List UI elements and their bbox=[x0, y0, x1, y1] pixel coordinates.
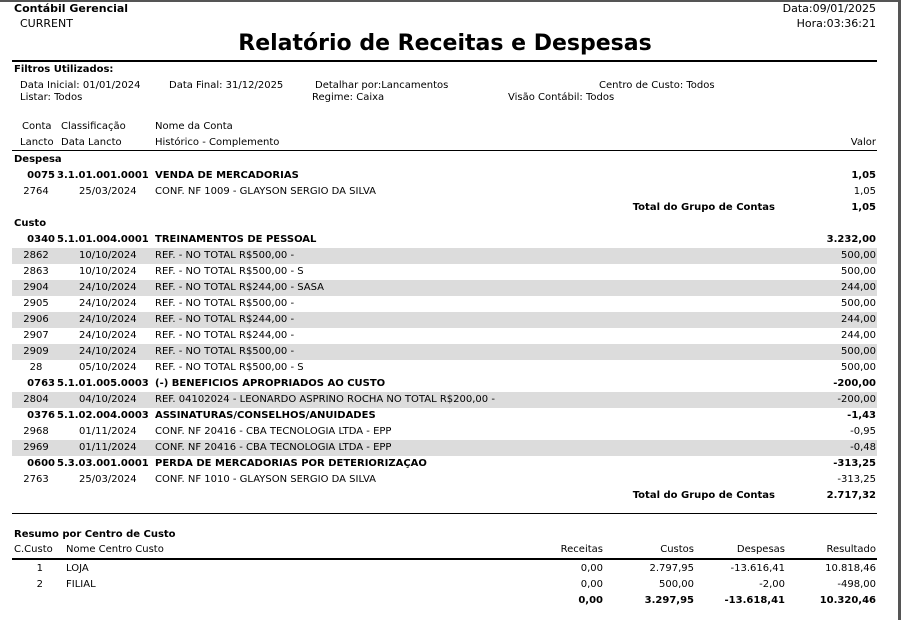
summary-row bbox=[12, 561, 877, 577]
entry-historico: REF. 04102024 - LEONARDO ASPRINO ROCHA NO TOTAL R$200,00 - bbox=[155, 394, 495, 405]
filter-visao: Visão Contábil: Todos bbox=[508, 92, 615, 103]
account-classification: 5.1.01.004.0001 bbox=[57, 234, 149, 245]
entry-lancto: 2909 bbox=[23, 346, 49, 357]
entry-lancto: 2863 bbox=[23, 266, 49, 277]
account-classification: 5.1.01.005.0003 bbox=[57, 378, 149, 389]
entry-historico: REF. - NO TOTAL R$500,00 - bbox=[155, 250, 295, 261]
col-conta: Conta bbox=[22, 121, 52, 132]
account-row bbox=[12, 456, 877, 472]
entry-historico: CONF. NF 20416 - CBA TECNOLOGIA LTDA - EPP bbox=[155, 442, 392, 453]
group-total-value: 1,05 bbox=[851, 202, 876, 213]
entry-date: 24/10/2024 bbox=[79, 314, 137, 325]
summary-header-row bbox=[12, 542, 877, 558]
summary-despesas: -2,00 bbox=[759, 579, 785, 590]
account-value: 1,05 bbox=[851, 170, 876, 181]
entry-historico: REF. - NO TOTAL R$244,00 - bbox=[155, 314, 295, 325]
summary-resultado: 10.818,46 bbox=[825, 563, 876, 574]
entry-row bbox=[12, 296, 877, 312]
entry-lancto: 2862 bbox=[23, 250, 49, 261]
entry-value: 244,00 bbox=[841, 314, 876, 325]
entry-lancto: 2763 bbox=[23, 474, 49, 485]
entry-value: -200,00 bbox=[837, 394, 876, 405]
entry-value: -313,25 bbox=[837, 474, 876, 485]
header-divider bbox=[12, 150, 877, 151]
entry-row bbox=[12, 424, 877, 440]
account-name: VENDA DE MERCADORIAS bbox=[155, 170, 299, 181]
entry-date: 04/10/2024 bbox=[79, 394, 137, 405]
entry-date: 25/03/2024 bbox=[79, 474, 137, 485]
group-total-row bbox=[12, 200, 877, 216]
account-classification: 5.1.02.004.0003 bbox=[57, 410, 149, 421]
summary-code: 2 bbox=[36, 579, 43, 590]
summary-receitas: 0,00 bbox=[578, 595, 603, 606]
col-lancto: Lancto bbox=[20, 137, 54, 148]
entry-historico: REF. - NO TOTAL R$500,00 - S bbox=[155, 266, 304, 277]
account-value: -313,25 bbox=[833, 458, 876, 469]
report-date: Data:09/01/2025 bbox=[782, 2, 876, 15]
account-code: 0763 bbox=[27, 378, 55, 389]
summary-header-divider bbox=[12, 558, 877, 560]
account-code: 0340 bbox=[27, 234, 55, 245]
summary-col-receitas: Receitas bbox=[560, 544, 603, 555]
entry-date: 24/10/2024 bbox=[79, 346, 137, 357]
entry-lancto: 2764 bbox=[23, 186, 49, 197]
account-name: (-) BENEFICIOS APROPRIADOS AO CUSTO bbox=[155, 378, 386, 389]
section-label: Custo bbox=[14, 218, 47, 229]
filter-detalhar: Detalhar por:Lancamentos bbox=[315, 80, 449, 91]
entry-row bbox=[12, 184, 877, 200]
account-code: 0376 bbox=[27, 410, 55, 421]
section-label: Despesa bbox=[14, 154, 62, 165]
entry-historico: REF. - NO TOTAL R$500,00 - bbox=[155, 298, 295, 309]
summary-name: FILIAL bbox=[66, 579, 96, 590]
summary-col-despesas: Despesas bbox=[736, 544, 785, 555]
section-header bbox=[12, 152, 877, 168]
entry-lancto: 2905 bbox=[23, 298, 49, 309]
entry-date: 10/10/2024 bbox=[79, 250, 137, 261]
entry-historico: CONF. NF 1009 - GLAYSON SERGIO DA SILVA bbox=[155, 186, 376, 197]
summary-col-resultado: Resultado bbox=[826, 544, 876, 555]
col-nome-conta: Nome da Conta bbox=[155, 121, 233, 132]
summary-receitas: 0,00 bbox=[580, 579, 603, 590]
summary-despesas: -13.618,41 bbox=[724, 595, 785, 606]
summary-row bbox=[12, 577, 877, 593]
entry-date: 24/10/2024 bbox=[79, 330, 137, 341]
account-classification: 3.1.01.001.0001 bbox=[57, 170, 149, 181]
entry-value: -0,95 bbox=[850, 426, 876, 437]
entry-date: 24/10/2024 bbox=[79, 282, 137, 293]
report-subtitle: CURRENT bbox=[20, 17, 73, 30]
group-total-value: 2.717,32 bbox=[826, 490, 876, 501]
group-total-label: Total do Grupo de Contas bbox=[632, 202, 775, 213]
entry-row bbox=[12, 472, 877, 488]
filter-data-inicial: Data Inicial: 01/01/2024 bbox=[20, 80, 141, 91]
account-classification: 5.3.03.001.0001 bbox=[57, 458, 149, 469]
entry-historico: REF. - NO TOTAL R$244,00 - SASA bbox=[155, 282, 325, 293]
entry-lancto: 2904 bbox=[23, 282, 49, 293]
group-total-row bbox=[12, 488, 877, 504]
entry-value: 500,00 bbox=[841, 346, 876, 357]
entry-lancto: 2907 bbox=[23, 330, 49, 341]
entry-value: 244,00 bbox=[841, 282, 876, 293]
window-frame-top bbox=[0, 0, 901, 2]
account-row bbox=[12, 232, 877, 248]
summary-col-custos: Custos bbox=[660, 544, 694, 555]
entry-row bbox=[12, 392, 877, 408]
summary-receitas: 0,00 bbox=[580, 563, 603, 574]
summary-resultado: 10.320,46 bbox=[819, 595, 876, 606]
entry-lancto: 2968 bbox=[23, 426, 49, 437]
entry-row bbox=[12, 344, 877, 360]
entry-row bbox=[12, 248, 877, 264]
entry-historico: CONF. NF 20416 - CBA TECNOLOGIA LTDA - EPP bbox=[155, 426, 392, 437]
group-total-label: Total do Grupo de Contas bbox=[632, 490, 775, 501]
account-code: 0600 bbox=[27, 458, 55, 469]
entry-date: 25/03/2024 bbox=[79, 186, 137, 197]
entry-lancto: 28 bbox=[29, 362, 43, 373]
entry-date: 24/10/2024 bbox=[79, 298, 137, 309]
summary-col-code: C.Custo bbox=[14, 544, 53, 555]
entry-date: 01/11/2024 bbox=[79, 426, 137, 437]
col-valor: Valor bbox=[850, 137, 876, 148]
col-data-lancto: Data Lancto bbox=[61, 137, 122, 148]
entry-value: 1,05 bbox=[853, 186, 876, 197]
entry-value: 500,00 bbox=[841, 298, 876, 309]
entry-lancto: 2969 bbox=[23, 442, 49, 453]
entry-date: 05/10/2024 bbox=[79, 362, 137, 373]
report-time: Hora:03:36:21 bbox=[796, 17, 876, 30]
report-title: Relatório de Receitas e Despesas bbox=[238, 31, 652, 56]
account-row bbox=[12, 408, 877, 424]
account-value: -1,43 bbox=[847, 410, 876, 421]
entry-row bbox=[12, 264, 877, 280]
summary-code: 1 bbox=[36, 563, 43, 574]
entry-historico: REF. - NO TOTAL R$500,00 - S bbox=[155, 362, 304, 373]
entry-value: 500,00 bbox=[841, 250, 876, 261]
company-name: Contábil Gerencial bbox=[14, 2, 129, 15]
account-value: -200,00 bbox=[833, 378, 876, 389]
entry-row bbox=[12, 280, 877, 296]
title-divider bbox=[12, 60, 877, 62]
summary-despesas: -13.616,41 bbox=[730, 563, 785, 574]
account-name: TREINAMENTOS DE PESSOAL bbox=[155, 234, 317, 245]
account-row bbox=[12, 168, 877, 184]
account-row bbox=[12, 376, 877, 392]
summary-total-row bbox=[12, 593, 877, 609]
summary-custos: 3.297,95 bbox=[644, 595, 694, 606]
summary-divider bbox=[12, 513, 877, 514]
filter-centro-custo: Centro de Custo: Todos bbox=[599, 80, 715, 91]
account-name: ASSINATURAS/CONSELHOS/ANUIDADES bbox=[155, 410, 376, 421]
col-historico: Histórico - Complemento bbox=[155, 137, 280, 148]
entry-lancto: 2804 bbox=[23, 394, 49, 405]
filter-listar: Listar: Todos bbox=[20, 92, 83, 103]
entry-value: -0,48 bbox=[850, 442, 876, 453]
account-name: PERDA DE MERCADORIAS POR DETERIORIZAÇAO bbox=[155, 458, 427, 469]
entry-historico: REF. - NO TOTAL R$244,00 - bbox=[155, 330, 295, 341]
entry-lancto: 2906 bbox=[23, 314, 49, 325]
entry-value: 500,00 bbox=[841, 362, 876, 373]
entry-row bbox=[12, 360, 877, 376]
summary-name: LOJA bbox=[66, 563, 89, 574]
entry-historico: REF. - NO TOTAL R$500,00 - bbox=[155, 346, 295, 357]
entry-row bbox=[12, 440, 877, 456]
summary-custos: 2.797,95 bbox=[649, 563, 694, 574]
entry-date: 10/10/2024 bbox=[79, 266, 137, 277]
entry-date: 01/11/2024 bbox=[79, 442, 137, 453]
col-classificacao: Classificação bbox=[61, 121, 126, 132]
summary-heading: Resumo por Centro de Custo bbox=[14, 529, 176, 540]
entry-row bbox=[12, 312, 877, 328]
summary-resultado: -498,00 bbox=[837, 579, 876, 590]
filter-data-final: Data Final: 31/12/2025 bbox=[169, 80, 284, 91]
account-value: 3.232,00 bbox=[826, 234, 876, 245]
summary-col-name: Nome Centro Custo bbox=[66, 544, 164, 555]
entry-value: 500,00 bbox=[841, 266, 876, 277]
filter-regime: Regime: Caixa bbox=[312, 92, 385, 103]
section-header bbox=[12, 216, 877, 232]
entry-historico: CONF. NF 1010 - GLAYSON SERGIO DA SILVA bbox=[155, 474, 376, 485]
entry-value: 244,00 bbox=[841, 330, 876, 341]
entry-row bbox=[12, 328, 877, 344]
summary-custos: 500,00 bbox=[659, 579, 694, 590]
filters-heading: Filtros Utilizados: bbox=[14, 64, 114, 75]
account-code: 0075 bbox=[27, 170, 55, 181]
